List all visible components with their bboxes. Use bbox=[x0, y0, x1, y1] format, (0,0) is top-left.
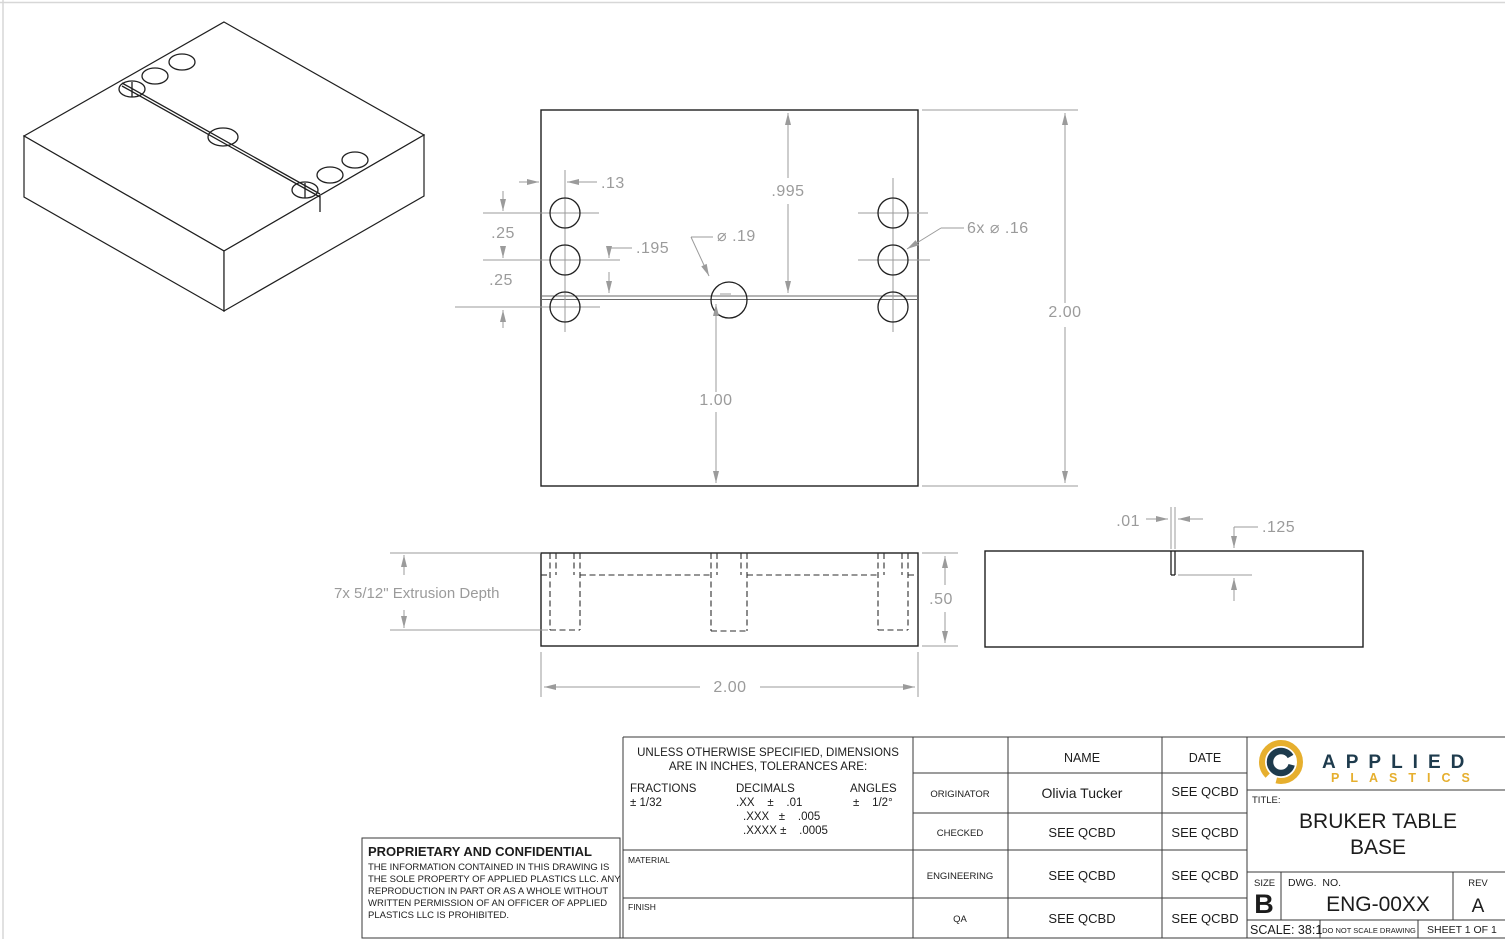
row-name: Olivia Tucker bbox=[1041, 785, 1123, 801]
rev-label: REV bbox=[1468, 878, 1488, 889]
dim-label: 6x ⌀ .16 bbox=[967, 220, 1029, 237]
size-value: B bbox=[1254, 889, 1274, 919]
decimals-value: .XXX ± .005 bbox=[743, 811, 821, 823]
dim-label: .50 bbox=[929, 591, 953, 608]
top-view-outline bbox=[541, 110, 918, 486]
leader-arrow bbox=[907, 228, 941, 249]
drawing-info bbox=[1250, 795, 1497, 937]
rev-value: A bbox=[1471, 896, 1485, 917]
row-name: SEE QCBD bbox=[1048, 868, 1116, 883]
front-view bbox=[334, 553, 958, 697]
proprietary-line: THE INFORMATION CONTAINED IN THIS DRAWING IS bbox=[368, 862, 610, 873]
dwg-no-value: ENG-00XX bbox=[1326, 893, 1430, 916]
row-date: SEE QCBD bbox=[1171, 825, 1239, 840]
dim-label: .13 bbox=[601, 175, 625, 192]
drawing-title: BRUKER TABLE bbox=[1299, 810, 1457, 833]
dwg-no-label: DWG. NO. bbox=[1288, 877, 1342, 889]
angles-value: ± 1/2° bbox=[853, 797, 893, 809]
decimals-value: .XX ± .01 bbox=[736, 797, 803, 809]
logo-word-plastics: PLASTICS bbox=[1331, 771, 1481, 785]
dim-label: .195 bbox=[636, 240, 670, 257]
dim-label: 7x 5/12" Extrusion Depth bbox=[334, 585, 500, 602]
row-date: SEE QCBD bbox=[1171, 911, 1239, 926]
dim-label: 2.00 bbox=[713, 679, 747, 696]
dim-label: .01 bbox=[1116, 513, 1140, 530]
dim-label: .995 bbox=[771, 183, 805, 200]
tolerance-block bbox=[628, 747, 899, 912]
no-scale-note: DO NOT SCALE DRAWING bbox=[1322, 926, 1416, 935]
sheet-text: SHEET 1 OF 1 bbox=[1427, 924, 1497, 936]
tolerance-note: UNLESS OTHERWISE SPECIFIED, DIMENSIONS bbox=[637, 747, 899, 759]
top-view bbox=[455, 110, 1082, 486]
isometric-view bbox=[24, 22, 424, 311]
size-label: SIZE bbox=[1254, 878, 1276, 889]
scale-text: SCALE: 38:1 bbox=[1250, 923, 1323, 937]
company-logo bbox=[1262, 743, 1481, 785]
row-date: SEE QCBD bbox=[1171, 784, 1239, 799]
decimals-value: .XXXX ± .0005 bbox=[743, 825, 828, 837]
date-header: DATE bbox=[1188, 751, 1222, 765]
row-name: SEE QCBD bbox=[1048, 911, 1116, 926]
proprietary-line: PLASTICS LLC IS PROHIBITED. bbox=[368, 910, 509, 921]
side-view-outline bbox=[985, 551, 1363, 647]
name-header: NAME bbox=[1063, 751, 1101, 765]
tolerance-note: ARE IN INCHES, TOLERANCES ARE: bbox=[668, 761, 868, 773]
proprietary-line: REPRODUCTION IN PART OR AS A WHOLE WITHOUT bbox=[368, 886, 609, 897]
material-label: MATERIAL bbox=[628, 855, 670, 865]
row-name: SEE QCBD bbox=[1048, 825, 1116, 840]
row-role: QA bbox=[953, 914, 967, 925]
logo-word-applied: APPLIED bbox=[1322, 752, 1475, 773]
leader-arrow bbox=[691, 237, 709, 276]
row-date: SEE QCBD bbox=[1171, 868, 1239, 883]
row-role: ORIGINATOR bbox=[930, 789, 990, 800]
proprietary-heading: PROPRIETARY AND CONFIDENTIAL bbox=[368, 844, 592, 859]
fractions-value: ± 1/32 bbox=[630, 797, 662, 809]
approvals-table bbox=[927, 751, 1239, 926]
row-role: CHECKED bbox=[936, 828, 984, 839]
decimals-label: DECIMALS bbox=[736, 783, 795, 795]
angles-label: ANGLES bbox=[850, 783, 897, 795]
drawing-title: BASE bbox=[1349, 836, 1407, 859]
proprietary-line: WRITTEN PERMISSION OF AN OFFICER OF APPLIED bbox=[368, 898, 608, 909]
dim-label: .25 bbox=[489, 272, 513, 289]
logo-ring-inner-icon bbox=[1270, 751, 1292, 773]
dim-label: 2.00 bbox=[1048, 304, 1082, 321]
dim-label: ⌀ .19 bbox=[717, 228, 756, 245]
row-role: ENGINEERING bbox=[926, 871, 994, 882]
dim-label: 1.00 bbox=[699, 392, 733, 409]
fractions-label: FRACTIONS bbox=[630, 783, 697, 795]
front-view-outline bbox=[541, 553, 918, 646]
dim-label: .125 bbox=[1262, 519, 1296, 536]
proprietary-line: THE SOLE PROPERTY OF APPLIED PLASTICS LLC. ANY bbox=[368, 874, 621, 885]
title-label: TITLE: bbox=[1252, 795, 1281, 806]
proprietary-note bbox=[362, 838, 621, 938]
finish-label: FINISH bbox=[628, 902, 656, 912]
side-view bbox=[985, 507, 1363, 647]
dim-label: .25 bbox=[491, 225, 515, 242]
